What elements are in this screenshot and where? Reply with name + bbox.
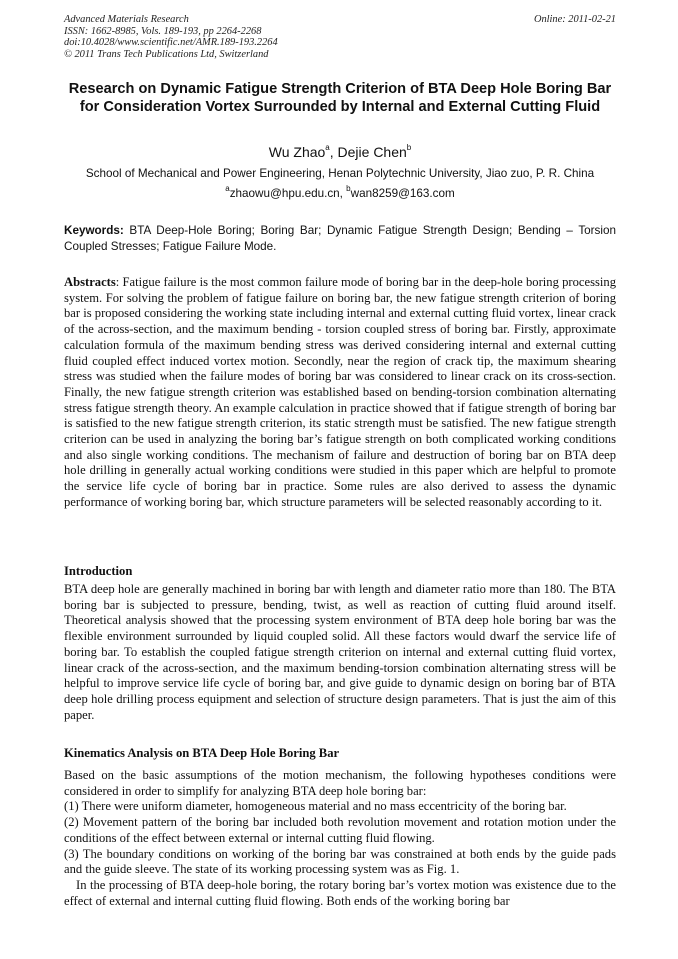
abstract-label: Abstracts <box>64 275 116 289</box>
hypothesis-item: (1) There were uniform diameter, homogeneous material and no mass eccentricity of the boring bar. <box>64 799 567 814</box>
author-line <box>64 143 616 161</box>
paragraph: Based on the basic assumptions of the motion mechanism, the following hypotheses conditions were considered in order to simplify for analyzing BTA deep hole boring bar: <box>64 768 616 798</box>
paper-title: Research on Dynamic Fatigue Strength Criterion of BTA Deep Hole Boring Bar for Consideration Vortex Surrounded by Internal and External Cutting Fluid <box>68 81 612 116</box>
issn-line: ISSN: 1662-8985, Vols. 189-193, pp 2264-2268 <box>64 25 262 37</box>
section-heading-introduction: Introduction <box>64 564 133 578</box>
hypothesis-item: (2) Movement pattern of the boring bar included both revolution movement and rotation motion under the conditions of the effect between external or internal cutting fluid flowing. <box>64 815 616 845</box>
keywords-text: BTA Deep-Hole Boring; Boring Bar; Dynamic Fatigue Strength Design; Bending – Torsion Coupled Stresses; Fatigue Failure Mode. <box>64 224 616 253</box>
author-separator: , <box>329 144 338 160</box>
paragraph: In the processing of BTA deep-hole boring, the rotary boring bar’s vortex motion was existence due to the effect of external and internal cutting fluid flowing. Both ends of the working boring bar <box>64 877 616 908</box>
section-heading-kinematics: Kinematics Analysis on BTA Deep Hole Boring Bar <box>64 746 340 760</box>
email-superscript: b <box>346 184 351 194</box>
introduction-paragraph: BTA deep hole are generally machined in boring bar with length and diameter ratio more than 180. The BTA boring bar is subjected to pressure, bending, twist, as well as reaction of cutting fluid around itself. Theoretical analysis showed that the processing system environment of BTA deep hole boring bar was the flexible environment surrounded by liquid coupled solid. All these factors would dwarf the service life of boring bar. To establish the coupled fatigue strength criterion on internal and external cutting fluid vortex, linear crack of the across-section, and the maximum bending-torsion combination alternating stress will be helpful to improve service life cycle of boring bar, and give guide to dynamic design on boring bar of BTA deep hole drilling process equipment and selection of structure design parameters. That is just the aim of this paper. <box>64 582 616 722</box>
keywords <box>64 223 616 254</box>
copyright-line: © 2011 Trans Tech Publications Ltd, Switzerland <box>64 48 269 60</box>
journal-header <box>64 14 616 60</box>
author-superscript: b <box>406 143 412 153</box>
kinematics-section <box>64 768 616 909</box>
author-name: Wu Zhao <box>268 144 326 160</box>
email-superscript: a <box>225 184 230 194</box>
online-date: Online: 2011-02-21 <box>533 14 616 25</box>
affiliation: School of Mechanical and Power Engineering, Henan Polytechnic University, Jiao zuo, P. R. China <box>85 167 595 180</box>
abstract-text: : Fatigue failure is the most common failure mode of boring bar in the deep-hole boring processing system. For solving the problem of fatigue failure on boring bar, the new fatigue strength criterion of boring bar is proposed considering the working state including internal and external cutting fluid vortex, linear crack of the across-section, and the maximum bending - torsion coupled stress of boring bar. Firstly, approximate calculation formula of the maximum bending stress was derived considering internal and external cutting fluid coupled effect induced vortex motion. Secondly, near the region of crack tip, the maximum shearing stress was studied when the failure modes of boring bar was considered to linear crack on its cross-section. Finally, the new fatigue strength criterion was established based on bending-torsion combination alternating stress fatigue strength theory. An example calculation in practice showed that if fatigue strength of boring bar is satisfied to the new fatigue strength criterion, its static strength must be satisfied. The new fatigue strength criterion can be used in analyzing the boring bar’s fatigue strength on both complicated working conditions and also single working conditions. The mechanism of failure and destruction of boring bar on BTA deep hole drilling in generally actual working conditions were studied in this paper which are helpful to promote the service life cycle of boring bar in practice. Some rules are also derived to assess the dynamic performance of working boring bar, which structure parameters will be selected reasonably according to it. <box>64 275 616 509</box>
email-line <box>64 186 616 201</box>
keywords-label: Keywords: <box>64 224 124 237</box>
abstract <box>64 275 616 511</box>
email-address[interactable]: wan8259@163.com <box>350 187 455 200</box>
email-address[interactable]: zhaowu@hpu.edu.cn, <box>229 187 347 200</box>
journal-name: Advanced Materials Research <box>64 14 189 25</box>
author-superscript: a <box>325 143 330 153</box>
doi-line[interactable]: doi:10.4028/www.scientific.net/AMR.189-193.2264 <box>64 37 278 49</box>
author-name: Dejie Chen <box>337 144 407 160</box>
hypothesis-item: (3) The boundary conditions on working of the boring bar was constrained at both ends by the guide pads and the guide sleeve. The state of its working processing system was as Fig. 1. <box>64 846 616 877</box>
